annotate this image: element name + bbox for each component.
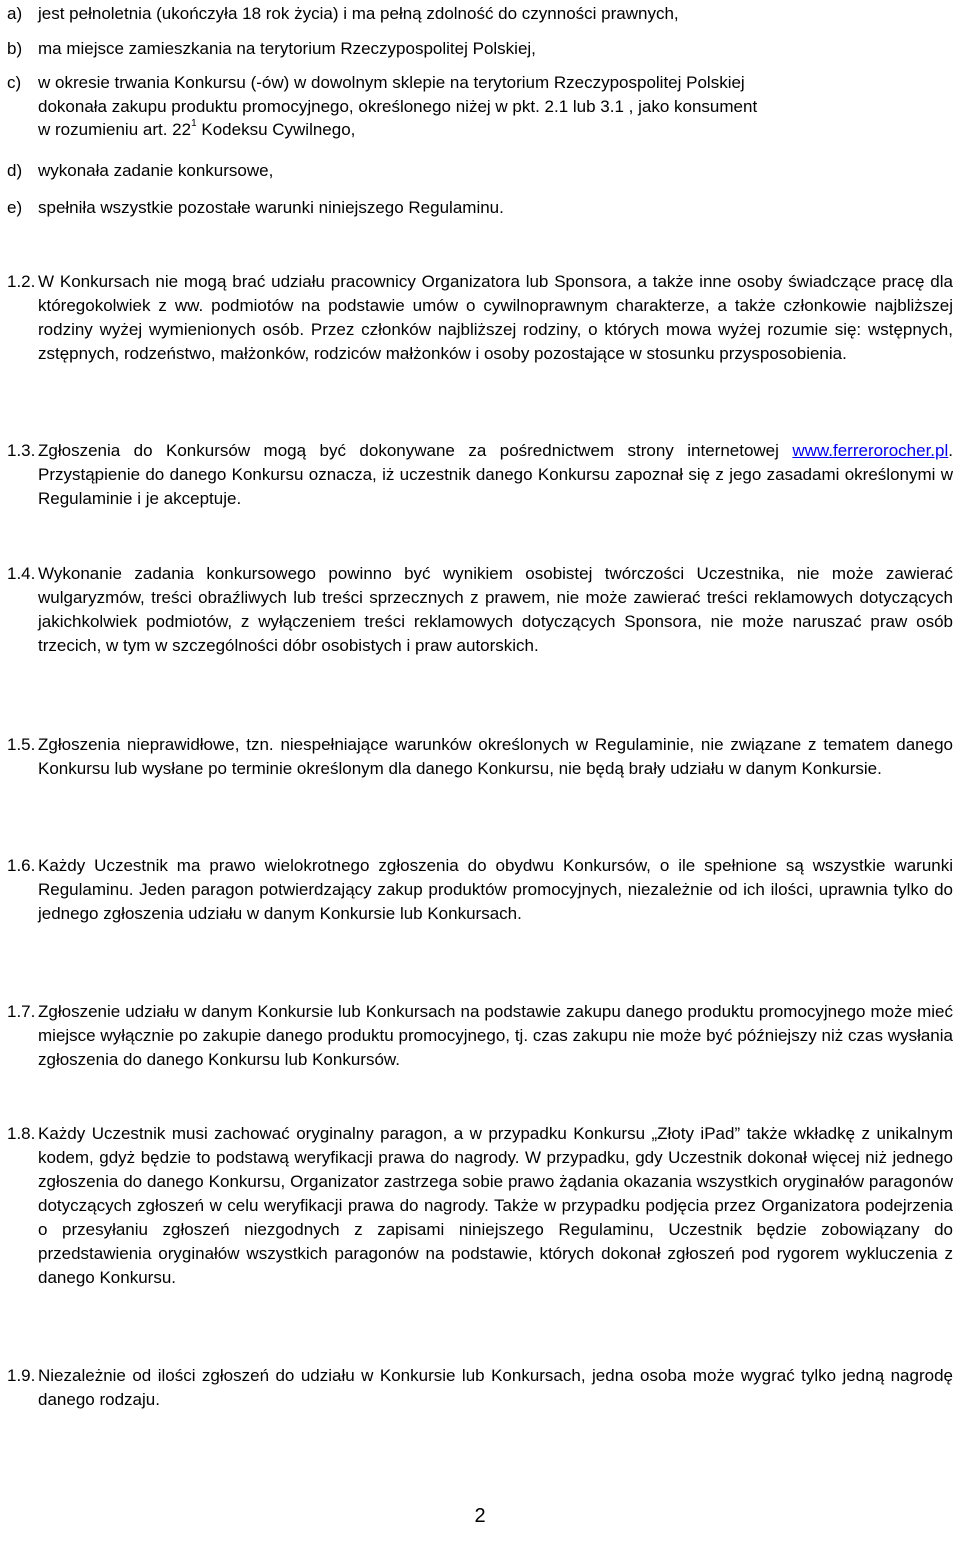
- section-text: [38, 439, 953, 511]
- list-item: [7, 71, 953, 142]
- section-1-8: [7, 1122, 953, 1290]
- list-text-part: w rozumieniu art. 22: [38, 120, 192, 139]
- section-number: 1.7.: [7, 1002, 36, 1021]
- section-number: 1.2.: [7, 272, 36, 291]
- section-1-7: [7, 1000, 953, 1072]
- section-number: 1.6.: [7, 856, 36, 875]
- list-label: d): [7, 161, 23, 180]
- section-text: Każdy Uczestnik musi zachować oryginalny paragon, a w przypadku Konkursu „Złoty iPad” także wkładkę z unikalnym kodem, gdyż będzie to podstawą weryfikacji prawa do nagrody. W przypadku, gdy Uczestnik dokonał więcej niż jednego zgłoszenia do danego Konkursu, Organizator zastrzega sobie prawo żądania okazania wszystkich oryginałów paragonów dotyczących zgłoszeń w celu weryfikacji prawa do nagrody. Także w przypadku podjęcia przez Organizatora podejrzenia o przesyłaniu zgłoszeń niezgodnych z zapisami niniejszego Regulaminu, Uczestnik będzie zobowiązany do przedstawienia oryginałów wszystkich paragonów na podstawie, których dokonał zgłoszeń pod rygorem wykluczenia z danego Konkursu.: [38, 1124, 953, 1287]
- superscript: 1: [191, 118, 197, 130]
- section-text-part: . Przystąpienie do danego Konkursu oznacza, iż uczestnik danego Konkursu zapoznał się z jego zasadami określonymi w Regulaminie i je akceptuje.: [38, 441, 953, 508]
- section-1-9: [7, 1364, 953, 1412]
- section-1-2: [7, 270, 953, 366]
- section-1-6: [7, 854, 953, 926]
- section-1-3: [7, 439, 953, 511]
- section-1-4: [7, 562, 953, 658]
- list-text: jest pełnoletnia (ukończyła 18 rok życia) i ma pełną zdolność do czynności prawnych,: [38, 4, 679, 23]
- section-number: 1.9.: [7, 1366, 36, 1385]
- page-number: 2: [474, 1505, 486, 1527]
- section-number: 1.5.: [7, 735, 36, 754]
- list-text-line: [38, 118, 953, 142]
- section-text: Zgłoszenia nieprawidłowe, tzn. niespełniające warunków określonych w Regulaminie, nie związane z tematem danego Konkursu lub wysłane po terminie określonym dla danego Konkursu, nie będą brały udziału w danym Konkursie.: [38, 735, 953, 778]
- section-text: Wykonanie zadania konkursowego powinno być wynikiem osobistej twórczości Uczestnika, nie może zawierać wulgaryzmów, treści obraźliwych lub treści sprzecznych z prawem, nie może zawierać treści reklamowych dotyczących jakichkolwiek podmiotów, z wyłączeniem treści reklamowych dotyczących Sponsora, nie może naruszać praw osób trzecich, w tym w szczególności dóbr osobistych i praw autorskich.: [38, 564, 953, 655]
- list-label: a): [7, 4, 23, 23]
- list-label: c): [7, 73, 22, 92]
- section-text: Każdy Uczestnik ma prawo wielokrotnego zgłoszenia do obydwu Konkursów, o ile spełnione są wszystkie warunki Regulaminu. Jeden paragon potwierdzający zakup produktów promocyjnych, niezależnie od ich ilości, uprawnia tylko do jednego zgłoszenia udziału w danym Konkursie lub Konkursach.: [38, 856, 953, 923]
- section-text: Zgłoszenie udziału w danym Konkursie lub Konkursach na podstawie zakupu danego produktu promocyjnego może mieć miejsce wyłącznie po zakupie danego produktu promocyjnego, tj. czas zakupu nie może być późniejszy niż czas wysłania zgłoszenia do danego Konkursu lub Konkursów.: [38, 1002, 953, 1069]
- section-number: 1.4.: [7, 564, 36, 583]
- list-label: e): [7, 198, 23, 217]
- list-text-line: w okresie trwania Konkursu (-ów) w dowolnym sklepie na terytorium Rzeczypospolitej Polskiej: [38, 73, 745, 92]
- website-link[interactable]: www.ferrerorocher.pl: [792, 441, 949, 460]
- list-text-part: Kodeksu Cywilnego,: [196, 120, 356, 139]
- list-item: [7, 196, 953, 220]
- list-label: b): [7, 39, 23, 58]
- list-text: wykonała zadanie konkursowe,: [38, 161, 274, 180]
- section-text: W Konkursach nie mogą brać udziału pracownicy Organizatora lub Sponsora, a także inne osoby świadczące pracę dla któregokolwiek z ww. podmiotów na podstawie umów o cywilnoprawnym charakterze, a także członkowie najbliższej rodziny wyżej wymienionych osób. Przez członków najbliższej rodziny, o których mowa wyżej rozumie się: wstępnych, zstępnych, rodzeństwo, małżonków, rodziców małżonków i osoby pozostające w stosunku przysposobienia.: [38, 272, 953, 363]
- list-item: [7, 2, 953, 26]
- section-number: 1.3.: [7, 441, 36, 460]
- list-item: [7, 37, 953, 61]
- section-text: Niezależnie od ilości zgłoszeń do udziału w Konkursie lub Konkursach, jedna osoba może wygrać tylko jedną nagrodę danego rodzaju.: [38, 1366, 953, 1409]
- section-text-part: Zgłoszenia do Konkursów mogą być dokonywane za pośrednictwem strony internetowej: [38, 441, 793, 460]
- list-item: [7, 159, 953, 183]
- list-text-line: dokonała zakupu produktu promocyjnego, określonego niżej w pkt. 2.1 lub 3.1 , jako konsument: [38, 96, 758, 116]
- section-1-5: [7, 733, 953, 781]
- section-number: 1.8.: [7, 1124, 36, 1143]
- list-text: ma miejsce zamieszkania na terytorium Rzeczypospolitej Polskiej,: [38, 39, 536, 58]
- list-text: spełniła wszystkie pozostałe warunki niniejszego Regulaminu.: [38, 198, 504, 217]
